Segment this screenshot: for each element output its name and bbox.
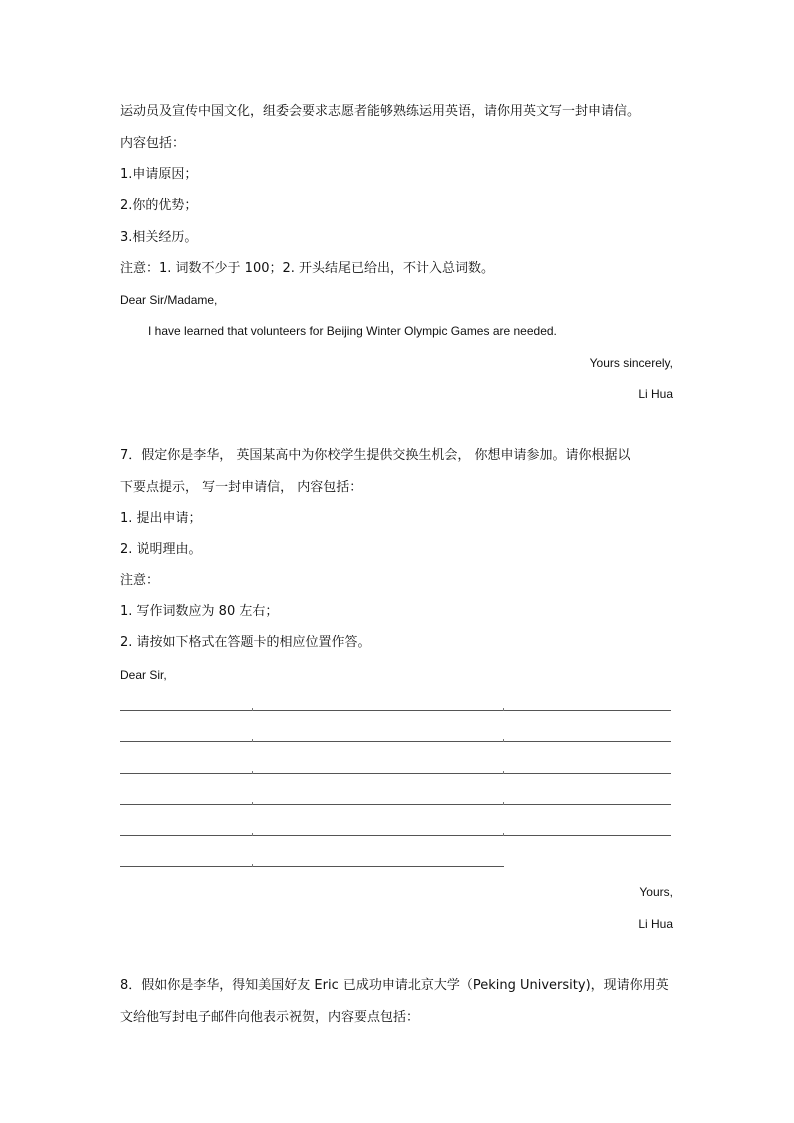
section7-note-label: 注意：: [120, 573, 160, 588]
section7-note-2: 2. 请按如下格式在答题卡的相应位置作答。: [120, 635, 371, 650]
section6-signature: Li Hua: [638, 387, 673, 401]
section7-salutation: Dear Sir,: [120, 668, 167, 682]
section7-point-1: 1. 提出申请；: [120, 511, 202, 526]
section6-note: 注意：1. 词数不少于 100；2. 开头结尾已给出，不计入总词数。: [120, 261, 495, 276]
answer-line: [120, 710, 671, 711]
section6-opening-sentence: I have learned that volunteers for Beijing Winter Olympic Games are needed.: [148, 324, 557, 338]
section6-point-1: 1.申请原因；: [120, 167, 198, 182]
section7-prompt-line-1: 7．假定你是李华， 英国某高中为你校学生提供交换生机会， 你想申请参加。请你根据以: [120, 448, 631, 463]
section6-intro-line: 运动员及宣传中国文化，组委会要求志愿者能够熟练运用英语，请你用英文写一封申请信。: [120, 104, 641, 119]
section6-point-2: 2.你的优势；: [120, 198, 198, 213]
section6-content-label: 内容包括：: [120, 136, 186, 151]
section7-prompt-line-2: 下要点提示， 写一封申请信， 内容包括：: [120, 480, 363, 495]
answer-line: [120, 835, 671, 836]
answer-line: [120, 804, 671, 805]
answer-line: [120, 866, 504, 867]
answer-line: [120, 773, 671, 774]
section6-point-3: 3.相关经历。: [120, 230, 198, 245]
section6-salutation: Dear Sir/Madame,: [120, 293, 218, 307]
section7-point-2: 2. 说明理由。: [120, 542, 202, 557]
section7-note-1: 1. 写作词数应为 80 左右；: [120, 604, 279, 619]
section7-signature: Li Hua: [638, 917, 673, 931]
section8-prompt-line-2: 文给他写封电子邮件向他表示祝贺，内容要点包括：: [120, 1010, 420, 1025]
section7-closing: Yours,: [639, 885, 673, 899]
answer-line: [120, 741, 671, 742]
section8-prompt-line-1: 8．假如你是李华，得知美国好友 Eric 已成功申请北京大学（Peking University)，现请你用英: [120, 978, 669, 993]
section6-closing: Yours sincerely,: [589, 356, 673, 370]
